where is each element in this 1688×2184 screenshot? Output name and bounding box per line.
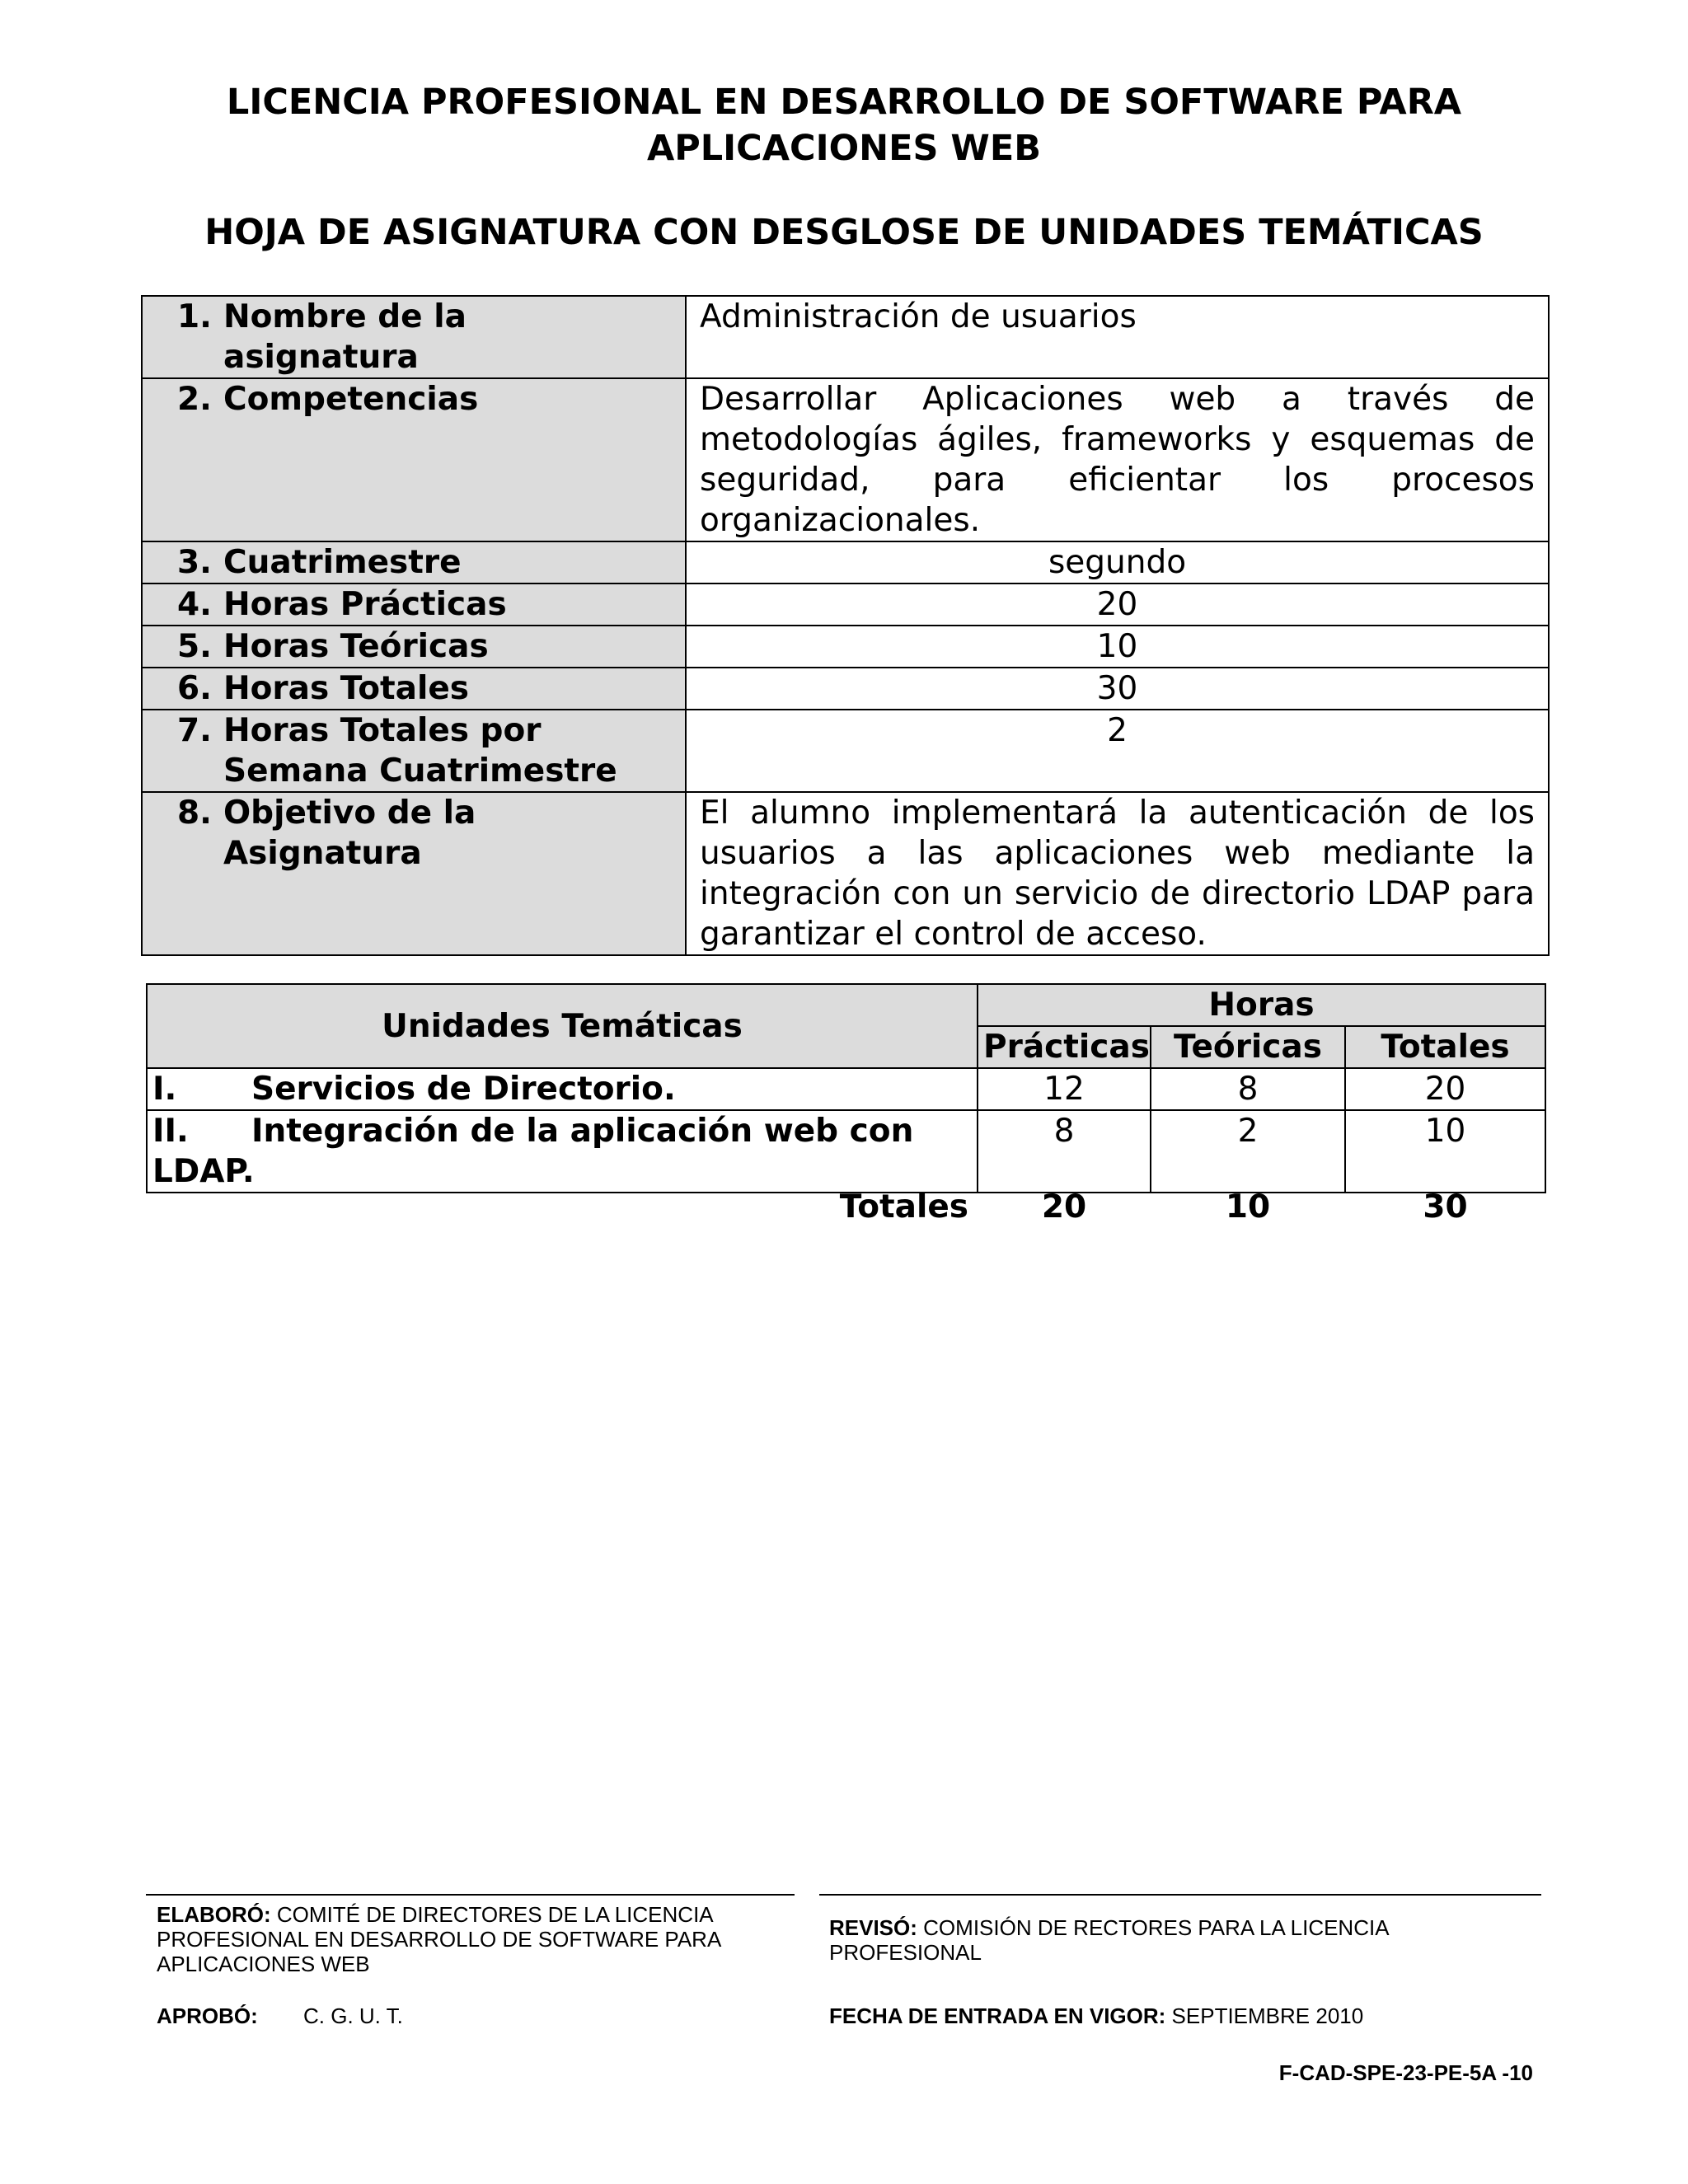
fecha-value: SEPTIEMBRE 2010 xyxy=(1171,2004,1364,2028)
units-header-totales: Totales xyxy=(1345,1026,1545,1068)
totals-label: Totales xyxy=(839,1188,968,1226)
totals-practicas: 20 xyxy=(1041,1188,1087,1226)
info-row-label: Horas Totales por Semana Cuatrimestre xyxy=(223,712,617,790)
info-row-number: 2. xyxy=(177,381,212,418)
document-subtitle: HOJA DE ASIGNATURA CON DESGLOSE DE UNIDADES TEMÁTICAS xyxy=(204,212,1484,253)
unit-name-cell xyxy=(147,1110,978,1193)
footer-divider-right xyxy=(819,1894,1541,1896)
unit-practicas: 12 xyxy=(978,1068,1151,1110)
unit-name-cell xyxy=(147,1068,978,1110)
reviso-label: REVISÓ: xyxy=(829,1915,917,1940)
unit-teoricas: 2 xyxy=(1151,1110,1345,1193)
unit-name: Integración de la aplicación web con LDAP. xyxy=(152,1113,914,1190)
info-value-cuatrimestre: segundo xyxy=(686,541,1549,583)
document-title-line1: LICENCIA PROFESIONAL EN DESARROLLO DE SOFTWARE PARA xyxy=(226,82,1462,123)
info-row-label: Objetivo de la Asignatura xyxy=(223,794,476,872)
unit-name: Servicios de Directorio. xyxy=(251,1071,676,1108)
info-row-label: Horas Totales xyxy=(223,670,469,707)
info-row-label: Cuatrimestre xyxy=(223,544,462,581)
info-row-horas-semana xyxy=(142,710,1549,792)
info-row-label: Competencias xyxy=(223,381,479,418)
unit-roman: II. xyxy=(152,1113,189,1150)
info-label-cell xyxy=(142,710,686,792)
units-header-hours: Horas xyxy=(978,984,1545,1026)
footer-reviso xyxy=(829,1915,1538,1965)
info-value-horas-practicas: 20 xyxy=(686,583,1549,626)
info-row-horas-teoricas xyxy=(142,626,1549,668)
footer-elaboro xyxy=(157,1902,783,1976)
info-label-cell xyxy=(142,541,686,583)
unit-roman: I. xyxy=(152,1071,177,1108)
info-label-cell xyxy=(142,583,686,626)
unit-practicas: 8 xyxy=(978,1110,1151,1193)
units-header-practicas: Prácticas xyxy=(978,1026,1151,1068)
units-header-row xyxy=(147,984,1545,1026)
info-label-cell xyxy=(142,378,686,541)
footer-divider-left xyxy=(146,1894,795,1896)
info-label-cell xyxy=(142,626,686,668)
info-value-nombre: Administración de usuarios xyxy=(686,296,1549,378)
aprobo-value: C. G. U. T. xyxy=(303,2004,403,2028)
info-row-number: 4. xyxy=(177,586,212,623)
info-value-horas-totales: 30 xyxy=(686,668,1549,710)
info-row-nombre xyxy=(142,296,1549,378)
elaboro-value: COMITÉ DE DIRECTORES DE LA LICENCIA PROFESIONAL EN DESARROLLO DE SOFTWARE PARA APLICACIONES WEB xyxy=(157,1902,720,1976)
info-row-label: Horas Prácticas xyxy=(223,586,507,623)
document-title-line2: APLICACIONES WEB xyxy=(646,128,1042,169)
units-header-teoricas: Teóricas xyxy=(1151,1026,1345,1068)
units-table xyxy=(146,983,1546,1193)
unit-teoricas: 8 xyxy=(1151,1068,1345,1110)
totals-totales: 30 xyxy=(1423,1188,1468,1226)
info-row-cuatrimestre xyxy=(142,541,1549,583)
totals-teoricas: 10 xyxy=(1225,1188,1271,1226)
info-row-competencias xyxy=(142,378,1549,541)
info-row-number: 6. xyxy=(177,670,212,707)
unit-totales: 10 xyxy=(1345,1110,1545,1193)
info-row-objetivo xyxy=(142,792,1549,955)
info-label-cell xyxy=(142,668,686,710)
info-row-horas-practicas xyxy=(142,583,1549,626)
document-code: F-CAD-SPE-23-PE-5A -10 xyxy=(1278,2060,1533,2085)
info-row-number: 1. xyxy=(177,298,212,335)
subject-info-table xyxy=(141,295,1550,956)
table-row xyxy=(147,1110,1545,1193)
table-row xyxy=(147,1068,1545,1110)
info-value-horas-teoricas: 10 xyxy=(686,626,1549,668)
info-label-cell xyxy=(142,792,686,955)
reviso-value: COMISIÓN DE RECTORES PARA LA LICENCIA PROFESIONAL xyxy=(829,1915,1389,1965)
info-row-horas-totales xyxy=(142,668,1549,710)
info-row-label: Nombre de la asignatura xyxy=(223,298,467,376)
info-row-number: 5. xyxy=(177,628,212,665)
elaboro-label: ELABORÓ: xyxy=(157,1902,271,1927)
info-row-number: 7. xyxy=(177,712,212,749)
unit-totales: 20 xyxy=(1345,1068,1545,1110)
info-label-cell xyxy=(142,296,686,378)
units-header-title: Unidades Temáticas xyxy=(147,984,978,1068)
info-row-label: Horas Teóricas xyxy=(223,628,489,665)
aprobo-label: APROBÓ: xyxy=(157,2004,258,2028)
info-value-competencias: Desarrollar Aplicaciones web a través de metodologías ágiles, frameworks y esquemas de seguridad, para eficientar los procesos organizacionales. xyxy=(686,378,1549,541)
info-value-horas-semana: 2 xyxy=(686,710,1549,792)
fecha-label: FECHA DE ENTRADA EN VIGOR: xyxy=(829,2004,1166,2028)
footer-fecha xyxy=(829,2004,1538,2028)
info-value-objetivo: El alumno implementará la autenticación de los usuarios a las aplicaciones web mediante la integración con un servicio de directorio LDAP para garantizar el control de acceso. xyxy=(686,792,1549,955)
info-row-number: 3. xyxy=(177,544,212,581)
info-row-number: 8. xyxy=(177,794,212,832)
